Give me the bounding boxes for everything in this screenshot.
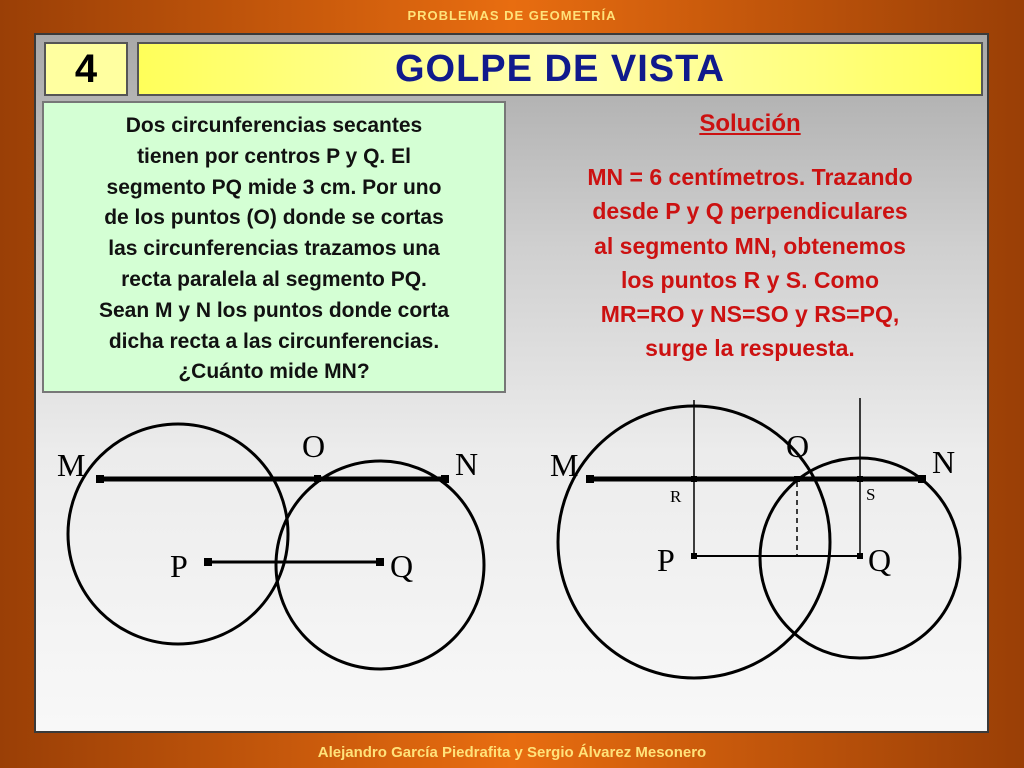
solution-line: MN = 6 centímetros. Trazando — [587, 164, 913, 190]
solution-line: al segmento MN, obtenemos — [594, 232, 906, 259]
point-n — [441, 475, 449, 483]
point-o — [314, 475, 321, 482]
label-n: N — [455, 446, 479, 482]
label-s: S — [866, 485, 876, 504]
problem-line: recta paralela al segmento PQ. — [121, 267, 427, 291]
label-p: P — [657, 542, 675, 578]
problem-line: segmento PQ mide 3 cm. Por uno — [106, 175, 442, 199]
header-title: PROBLEMAS DE GEOMETRÍA — [407, 8, 617, 23]
problem-line: tienen por centros P y Q. El — [137, 144, 411, 168]
label-o: O — [786, 428, 810, 464]
problem-line: dicha recta a las circunferencias. — [108, 329, 440, 353]
point-o — [794, 476, 800, 482]
figure-problem — [57, 424, 484, 669]
point-p — [204, 558, 212, 566]
solution-line: surge la respuesta. — [645, 335, 855, 362]
label-n: N — [932, 444, 956, 480]
figure-solution — [550, 398, 960, 678]
label-m: M — [550, 447, 579, 483]
label-q: Q — [390, 548, 414, 584]
solution-heading: Solución — [699, 110, 801, 137]
label-m: M — [57, 447, 86, 483]
point-n — [918, 475, 926, 483]
problem-number: 4 — [44, 42, 128, 96]
problem-line: Dos circunferencias secantes — [125, 114, 423, 137]
problem-line: Sean M y N los puntos donde corta — [98, 298, 450, 322]
solution-line: desde P y Q perpendiculares — [592, 198, 908, 225]
point-m — [96, 475, 104, 483]
label-p: P — [170, 548, 188, 584]
slide-title: GOLPE DE VISTA — [137, 42, 983, 96]
footer-authors: Alejandro García Piedrafita y Sergio Álvarez Mesonero — [317, 744, 707, 761]
point-q — [857, 553, 863, 559]
solution-line: los puntos R y S. Como — [620, 266, 880, 293]
label-r: R — [670, 487, 682, 506]
problem-line: las circunferencias trazamos una — [108, 237, 440, 261]
point-q — [376, 558, 384, 566]
point-m — [586, 475, 594, 483]
point-p — [691, 553, 697, 559]
solution-line: MR=RO y NS=SO y RS=PQ, — [600, 301, 900, 328]
point-s — [857, 476, 863, 482]
point-r — [691, 476, 697, 482]
circle-p — [68, 424, 288, 644]
label-o: O — [302, 428, 326, 464]
label-q: Q — [868, 542, 892, 578]
problem-question: ¿Cuánto mide MN? — [178, 360, 370, 384]
problem-line: de los puntos (O) donde se cortas — [104, 206, 444, 230]
